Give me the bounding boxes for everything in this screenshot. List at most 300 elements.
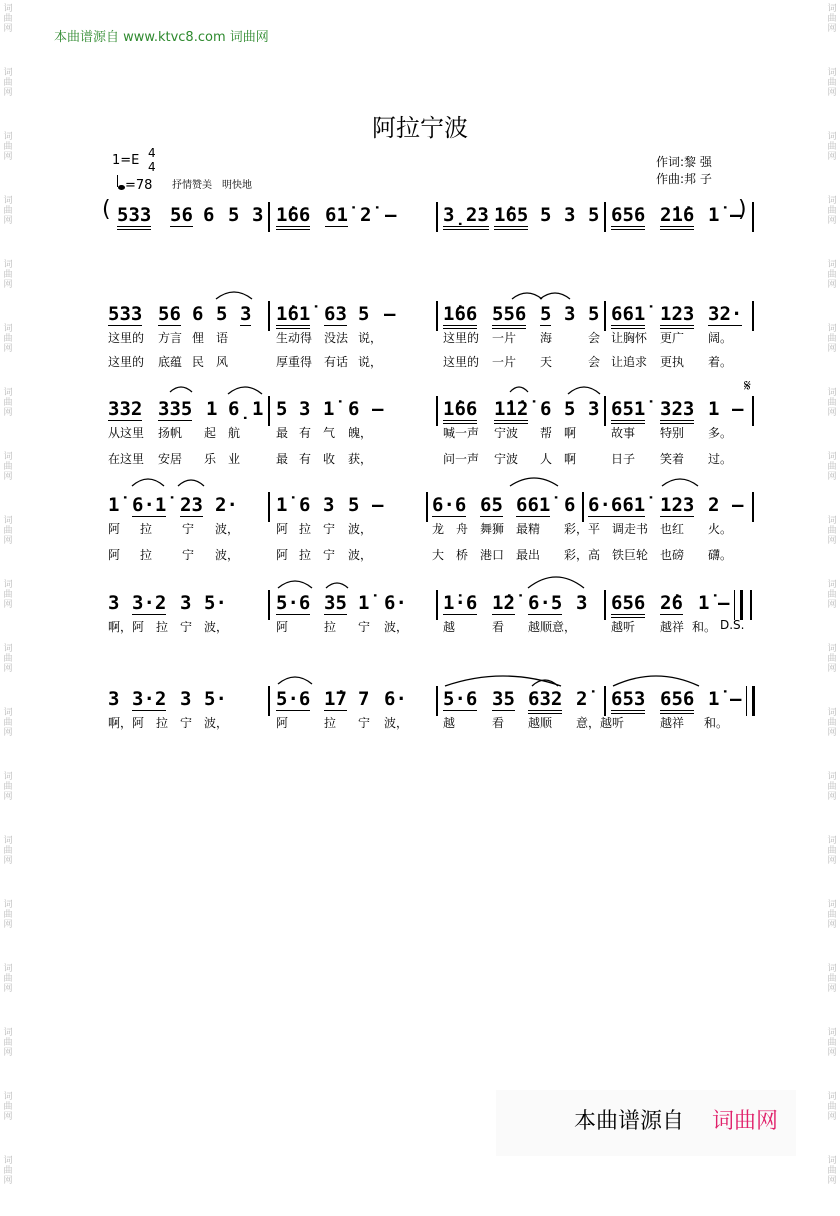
note: 5·6	[276, 592, 311, 614]
note: 35	[324, 592, 347, 614]
watermark-char: 网	[827, 280, 837, 290]
lyric: 有话	[324, 355, 349, 369]
lyric: 波，	[204, 716, 229, 730]
lyric: 拉	[299, 522, 312, 536]
watermark-char: 词	[827, 964, 837, 974]
lyric: 啊，阿	[108, 716, 145, 730]
lyric: 俚	[192, 331, 205, 345]
lyric: 越祥	[660, 716, 685, 730]
slur	[530, 674, 560, 688]
note: 661̇	[516, 494, 551, 516]
note: 6·	[384, 688, 407, 710]
lyric: 大	[432, 548, 445, 562]
watermark-char: 网	[827, 344, 837, 354]
note: 3	[108, 592, 120, 614]
lyric: 最精	[516, 522, 541, 536]
watermark-group	[0, 1088, 16, 1152]
note: 1̇65	[494, 204, 528, 230]
lyric: 拉	[156, 716, 169, 730]
score-row-6	[0, 668, 840, 738]
watermark-char: 曲	[3, 846, 13, 856]
lyric: 礴。	[708, 548, 733, 562]
lyricist-credit: 作词:黎 强	[656, 155, 712, 169]
lyric: 火。	[708, 522, 733, 536]
dash: –	[730, 204, 742, 226]
note: 3̣23	[443, 204, 489, 230]
lyric: 特别	[660, 426, 685, 440]
lyric: 越祥	[660, 620, 685, 634]
watermark-char: 词	[3, 836, 13, 846]
watermark-char: 曲	[827, 14, 837, 24]
lyric: 波，	[384, 716, 409, 730]
footer-source-text: 本曲谱源自	[574, 1109, 685, 1134]
lyric: 波，	[215, 548, 240, 562]
barline	[604, 396, 606, 426]
performance-style: 抒情赞美 明快地	[172, 180, 252, 191]
watermark-char: 网	[3, 984, 13, 994]
note: 5	[588, 303, 600, 325]
watermark-char: 曲	[3, 462, 13, 472]
lyric: 生动得	[276, 331, 313, 345]
lyric: 宁	[323, 522, 336, 536]
note: 656	[611, 204, 645, 230]
note: 632	[528, 688, 562, 714]
note: 2·	[215, 494, 238, 516]
lyric: 扬帆	[158, 426, 183, 440]
dash: –	[718, 592, 730, 614]
note: 5·	[204, 592, 227, 614]
lyric: 一片	[492, 331, 517, 345]
watermark-char: 网	[3, 216, 13, 226]
watermark-char: 曲	[827, 334, 837, 344]
lyric: 啊	[564, 452, 577, 466]
note: 1̇	[358, 592, 370, 614]
lyric: 看	[492, 716, 505, 730]
note: 5	[348, 494, 360, 516]
lyric: 帮	[540, 426, 553, 440]
note: 1	[206, 398, 218, 420]
note: 656	[660, 688, 694, 714]
watermark-char: 词	[827, 900, 837, 910]
watermark-char: 网	[3, 1176, 13, 1186]
note: 2̇	[576, 688, 588, 710]
note: 5	[358, 303, 370, 325]
lyric: 没法	[324, 331, 349, 345]
lyric: 故事	[611, 426, 636, 440]
lyric: 龙	[432, 522, 445, 536]
barline	[604, 590, 606, 620]
watermark-char: 网	[3, 88, 13, 98]
lyric: 调走书	[612, 522, 649, 536]
slur	[508, 474, 560, 488]
slur	[611, 672, 701, 688]
lyric: 越听	[600, 716, 625, 730]
barline	[752, 301, 754, 331]
watermark-char: 曲	[3, 78, 13, 88]
slur	[538, 287, 572, 301]
slur	[508, 380, 530, 394]
barline	[268, 492, 270, 522]
watermark-char: 网	[827, 984, 837, 994]
note: 6·661̇	[588, 494, 646, 516]
watermark-char: 词	[827, 708, 837, 718]
watermark-group	[824, 0, 840, 64]
lyric: 业	[228, 452, 241, 466]
watermark-char: 曲	[3, 14, 13, 24]
watermark-char: 网	[3, 792, 13, 802]
key-signature: 1=E	[112, 153, 140, 168]
score-row-5	[0, 570, 840, 640]
lyric: 魄，	[348, 426, 373, 440]
note: 651̇	[611, 398, 645, 424]
lyric: 航	[228, 426, 241, 440]
score-row-1	[0, 190, 840, 240]
lyric: 阔。	[708, 331, 733, 345]
note: 6	[203, 204, 215, 226]
lyric: 会	[588, 355, 601, 369]
note: 5	[564, 398, 576, 420]
slur	[510, 287, 544, 301]
lyric: 彩，高	[564, 548, 601, 562]
watermark-char: 词	[3, 260, 13, 270]
lyric: 气	[323, 426, 336, 440]
watermark-char: 词	[3, 772, 13, 782]
watermark-char: 网	[827, 152, 837, 162]
ds-marking: D.S.	[720, 618, 745, 632]
barline	[750, 590, 752, 620]
lyric: 人	[540, 452, 553, 466]
watermark-group	[824, 1088, 840, 1152]
tempo-value: =78	[125, 178, 153, 193]
watermark-char: 曲	[3, 1038, 13, 1048]
lyric: 彩，平	[564, 522, 601, 536]
slur	[526, 572, 586, 590]
slur	[176, 474, 206, 488]
dash: –	[384, 303, 396, 325]
watermark-char: 网	[3, 600, 13, 610]
watermark-char: 曲	[827, 846, 837, 856]
note: 5	[216, 303, 228, 325]
watermark-char: 曲	[3, 206, 13, 216]
lyric: 厚重得	[276, 355, 313, 369]
lyric: 说，	[358, 331, 383, 345]
note: 6·1̇	[132, 494, 167, 516]
watermark-group	[824, 832, 840, 896]
watermark-char: 网	[827, 408, 837, 418]
watermark-char: 词	[827, 580, 837, 590]
slur	[276, 576, 314, 590]
watermark-char: 网	[827, 856, 837, 866]
lyric: 阿	[276, 716, 289, 730]
double-barline	[734, 590, 743, 620]
watermark-char: 曲	[3, 590, 13, 600]
lyric: 安居	[158, 452, 183, 466]
watermark-char: 网	[3, 728, 13, 738]
note: 3	[564, 303, 576, 325]
note: 1̇·6	[443, 592, 478, 614]
watermark-char: 词	[827, 836, 837, 846]
lyric: 有	[299, 452, 312, 466]
barline	[436, 686, 438, 716]
watermark-char: 曲	[827, 398, 837, 408]
note: 1̇	[323, 398, 335, 420]
watermark-char: 网	[3, 472, 13, 482]
watermark-group	[0, 960, 16, 1024]
lyric: 这里的	[108, 355, 145, 369]
note: 3	[588, 398, 600, 420]
lyric: 宁波	[494, 452, 519, 466]
lyric: 乐	[204, 452, 217, 466]
watermark-group	[0, 896, 16, 960]
lyric: 拉	[299, 548, 312, 562]
slur	[324, 576, 350, 590]
note: 653	[611, 688, 645, 714]
slur	[168, 380, 194, 394]
watermark-char: 曲	[827, 270, 837, 280]
lyric: 阿	[276, 548, 289, 562]
slur	[443, 672, 563, 688]
lyric: 民	[192, 355, 205, 369]
watermark-char: 词	[3, 580, 13, 590]
header-source-text: 本曲谱源自 www.ktvc8.com 词曲网	[54, 30, 269, 45]
watermark-char: 词	[827, 132, 837, 142]
note: 2̇6	[660, 592, 683, 614]
note: 2	[708, 494, 720, 516]
watermark-char: 网	[3, 408, 13, 418]
lyric: 会	[588, 331, 601, 345]
note: 5·	[204, 688, 227, 710]
lyric: 拉	[140, 548, 153, 562]
watermark-char: 曲	[3, 526, 13, 536]
watermark-char: 词	[3, 1092, 13, 1102]
lyric: 最	[276, 426, 289, 440]
barline	[752, 492, 754, 522]
barline	[268, 590, 270, 620]
barline	[268, 396, 270, 426]
note: 6·5	[528, 592, 563, 614]
barline	[604, 202, 606, 232]
watermark-char: 网	[827, 1112, 837, 1122]
note: 5	[588, 204, 600, 226]
watermark-char: 词	[827, 4, 837, 14]
barline	[268, 301, 270, 331]
note: 533	[108, 303, 143, 325]
note: 32·	[708, 303, 743, 325]
lyric: 也磅	[660, 548, 685, 562]
lyric: 波，	[384, 620, 409, 634]
note: 35	[492, 688, 515, 710]
note: 6	[299, 494, 311, 516]
lyric: 阿	[276, 620, 289, 634]
watermark-char: 网	[3, 920, 13, 930]
note: 1̇	[708, 204, 720, 226]
lyric: 宁	[180, 716, 193, 730]
lyric: 阿	[108, 522, 121, 536]
song-title: 阿拉宁波	[372, 114, 468, 142]
note: 5·6	[443, 688, 478, 710]
lyric: 更执	[660, 355, 685, 369]
watermark-char: 网	[827, 1176, 837, 1186]
watermark-char: 词	[3, 964, 13, 974]
watermark-char: 曲	[827, 1102, 837, 1112]
watermark-char: 曲	[827, 654, 837, 664]
watermark-char: 网	[3, 152, 13, 162]
lyric: 起	[204, 426, 217, 440]
watermark-group	[0, 0, 16, 64]
watermark-group	[824, 960, 840, 1024]
lyric: 海	[540, 331, 553, 345]
watermark-char: 词	[827, 324, 837, 334]
lyric: 舞狮	[480, 522, 505, 536]
note: 2̇	[360, 204, 372, 226]
note: 3	[252, 204, 264, 226]
watermark-char: 网	[827, 24, 837, 34]
watermark-char: 网	[827, 536, 837, 546]
lyric: 港口	[480, 548, 505, 562]
lyric: 宁	[358, 716, 371, 730]
barline	[436, 202, 438, 232]
lyric: 意，	[576, 716, 601, 730]
barline	[604, 301, 606, 331]
slur	[226, 382, 264, 396]
watermark-char: 词	[3, 132, 13, 142]
lyric: 越听	[611, 620, 636, 634]
lyric: 方言	[158, 331, 183, 345]
watermark-group	[0, 1024, 16, 1088]
lyric: 铁巨轮	[612, 548, 649, 562]
watermark-char: 词	[827, 452, 837, 462]
watermark-char: 网	[827, 664, 837, 674]
dash: –	[385, 204, 397, 226]
note: 56	[158, 303, 181, 325]
watermark-char: 曲	[3, 718, 13, 728]
slur	[566, 382, 602, 396]
lyric: 这里的	[443, 355, 480, 369]
watermark-char: 网	[3, 536, 13, 546]
watermark-char: 曲	[3, 142, 13, 152]
lyric: 问一声	[443, 452, 480, 466]
note: 1	[252, 398, 264, 420]
note: 533	[117, 204, 151, 230]
composer-credit: 作曲:邦 子	[656, 172, 712, 186]
note: 65	[480, 494, 503, 516]
watermark-char: 网	[827, 600, 837, 610]
lyric: 喊一声	[443, 426, 480, 440]
lyric: 宁	[180, 620, 193, 634]
watermark-char: 网	[3, 856, 13, 866]
watermark-char: 曲	[3, 1166, 13, 1176]
lyric: 拉	[156, 620, 169, 634]
note: 1̇	[698, 592, 710, 614]
dash: –	[732, 398, 744, 420]
lyric: 说，	[358, 355, 383, 369]
note: 7	[358, 688, 370, 710]
watermark-char: 曲	[827, 142, 837, 152]
score-row-3	[0, 376, 840, 470]
watermark-char: 词	[3, 4, 13, 14]
watermark-char: 曲	[827, 206, 837, 216]
note: 1̇	[108, 494, 120, 516]
note: 656	[611, 592, 645, 618]
lyric: 有	[299, 426, 312, 440]
lyric: 意，	[552, 620, 577, 634]
note: 6	[192, 303, 204, 325]
lyric: 阿	[276, 522, 289, 536]
watermark-char: 曲	[827, 462, 837, 472]
time-signature	[148, 146, 156, 174]
lyric: 日子	[611, 452, 636, 466]
watermark-group	[0, 768, 16, 832]
watermark-char: 曲	[3, 270, 13, 280]
watermark-char: 曲	[827, 974, 837, 984]
note: 6·	[384, 592, 407, 614]
lyric: 和。	[704, 716, 729, 730]
note: 1	[708, 398, 720, 420]
lyric: 让追求	[611, 355, 648, 369]
note: 3	[299, 398, 311, 420]
lyric: 最出	[516, 548, 541, 562]
lyric: 从这里	[108, 426, 145, 440]
watermark-char: 曲	[3, 910, 13, 920]
watermark-char: 网	[827, 728, 837, 738]
watermark-char: 词	[3, 708, 13, 718]
slur	[130, 474, 166, 488]
watermark-char: 网	[827, 920, 837, 930]
note: 556	[492, 303, 526, 329]
watermark-char: 曲	[827, 910, 837, 920]
watermark-char: 曲	[3, 334, 13, 344]
note: 1̇7	[324, 688, 347, 710]
watermark-char: 网	[3, 1112, 13, 1122]
watermark-char: 网	[827, 88, 837, 98]
barline	[752, 396, 754, 426]
note: 2̇1̇6	[660, 204, 694, 230]
lyric: 让胸怀	[611, 331, 648, 345]
note: 3	[576, 592, 588, 614]
lyric: 也红	[660, 522, 685, 536]
lyric: 舟	[456, 522, 469, 536]
lyric: 这里的	[108, 331, 145, 345]
dash: –	[732, 494, 744, 516]
note: 5	[540, 303, 552, 325]
score-row-4	[0, 470, 840, 560]
lyric: 风	[216, 355, 229, 369]
note: 1̇2̇	[492, 592, 515, 614]
lyric: 越	[443, 716, 456, 730]
note: 3	[108, 688, 120, 710]
watermark-group	[824, 1024, 840, 1088]
barline	[436, 590, 438, 620]
barline	[436, 301, 438, 331]
watermark-group	[0, 832, 16, 896]
note: 6	[540, 398, 552, 420]
note: 6̣	[228, 398, 251, 420]
watermark-group	[0, 1152, 16, 1216]
note: 123	[660, 494, 695, 516]
lyric: 宁	[182, 522, 195, 536]
lyric: 获，	[348, 452, 373, 466]
watermark-char: 曲	[827, 782, 837, 792]
watermark-char: 词	[3, 516, 13, 526]
watermark-char: 词	[827, 516, 837, 526]
note: 1̇66	[443, 303, 477, 329]
note: 661̇	[611, 303, 645, 329]
lyric: 波，	[348, 522, 373, 536]
note: 5	[540, 204, 552, 226]
note: 1̇61̇	[276, 303, 310, 329]
lyric: 宁	[182, 548, 195, 562]
note: 6	[564, 494, 576, 516]
